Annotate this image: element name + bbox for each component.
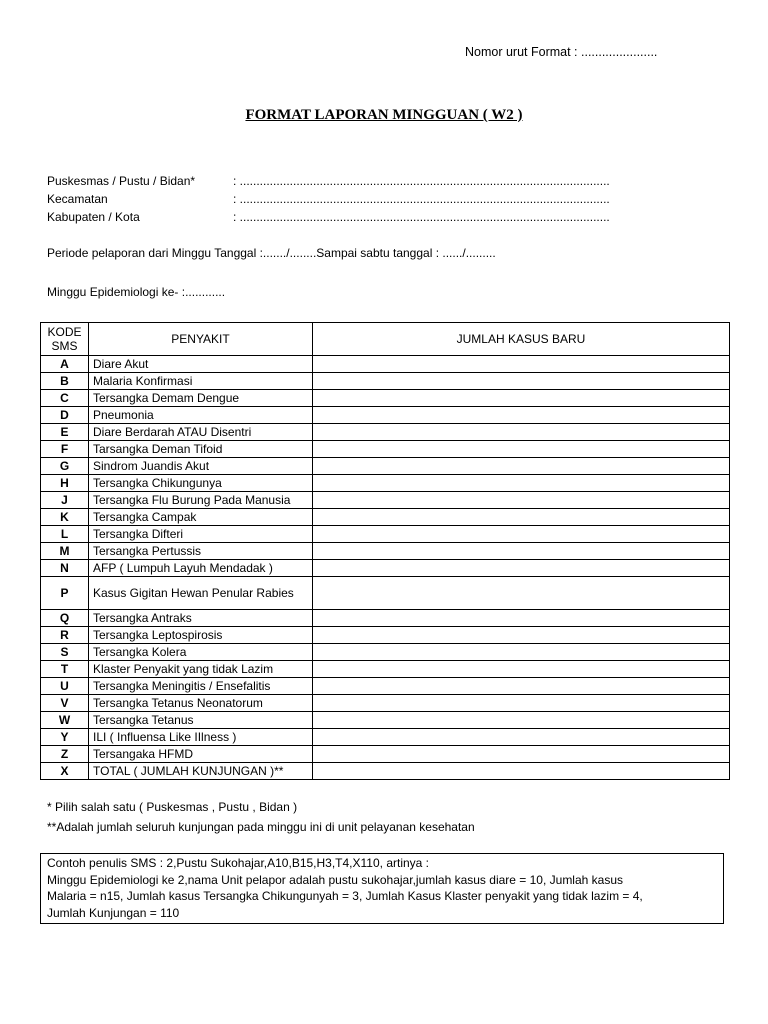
cell-jumlah-kasus-input[interactable] bbox=[313, 577, 730, 610]
cell-jumlah-kasus-input[interactable] bbox=[313, 661, 730, 678]
table-row bbox=[41, 492, 730, 509]
cell-kode-sms: U bbox=[41, 678, 89, 695]
header-penyakit: PENYAKIT bbox=[89, 323, 313, 356]
table-header-row bbox=[41, 323, 730, 356]
table-row bbox=[41, 424, 730, 441]
table-row bbox=[41, 695, 730, 712]
cell-penyakit: ILI ( Influensa Like IIlness ) bbox=[89, 729, 313, 746]
cell-penyakit: Tersangka Pertussis bbox=[89, 543, 313, 560]
cell-kode-sms: E bbox=[41, 424, 89, 441]
periode-pelaporan: Periode pelaporan dari Minggu Tanggal :......./........Sampai sabtu tanggal : ....../......... bbox=[47, 246, 496, 260]
table-row bbox=[41, 356, 730, 373]
cell-jumlah-kasus-input[interactable] bbox=[313, 458, 730, 475]
table-row bbox=[41, 763, 730, 780]
cell-kode-sms: C bbox=[41, 390, 89, 407]
example-line: Jumlah Kunjungan = 110 bbox=[47, 905, 180, 920]
cell-penyakit: Tersangka Antraks bbox=[89, 610, 313, 627]
table-row bbox=[41, 712, 730, 729]
cell-penyakit: Tersangka Flu Burung Pada Manusia bbox=[89, 492, 313, 509]
cell-penyakit: Tersangka Difteri bbox=[89, 526, 313, 543]
cell-kode-sms: M bbox=[41, 543, 89, 560]
cell-penyakit: Tersangka Demam Dengue bbox=[89, 390, 313, 407]
table-row bbox=[41, 577, 730, 610]
table-row bbox=[41, 543, 730, 560]
cell-penyakit: AFP ( Lumpuh Layuh Mendadak ) bbox=[89, 560, 313, 577]
cell-penyakit: Tersangaka HFMD bbox=[89, 746, 313, 763]
cell-kode-sms: L bbox=[41, 526, 89, 543]
header-kode-sms bbox=[41, 323, 89, 356]
cell-penyakit: Pneumonia bbox=[89, 407, 313, 424]
cell-jumlah-kasus-input[interactable] bbox=[313, 373, 730, 390]
table-row bbox=[41, 729, 730, 746]
cell-penyakit: Klaster Penyakit yang tidak Lazim bbox=[89, 661, 313, 678]
sms-example-box bbox=[40, 853, 724, 924]
cell-penyakit: Sindrom Juandis Akut bbox=[89, 458, 313, 475]
cell-jumlah-kasus-input[interactable] bbox=[313, 509, 730, 526]
field-value[interactable]: : ............................................................................................................... bbox=[233, 210, 610, 224]
cell-jumlah-kasus-input[interactable] bbox=[313, 695, 730, 712]
cell-jumlah-kasus-input[interactable] bbox=[313, 441, 730, 458]
cell-jumlah-kasus-input[interactable] bbox=[313, 678, 730, 695]
cell-jumlah-kasus-input[interactable] bbox=[313, 712, 730, 729]
cell-jumlah-kasus-input[interactable] bbox=[313, 492, 730, 509]
cell-jumlah-kasus-input[interactable] bbox=[313, 627, 730, 644]
cell-kode-sms: G bbox=[41, 458, 89, 475]
cell-penyakit: Tersangka Campak bbox=[89, 509, 313, 526]
table-row bbox=[41, 644, 730, 661]
field-value[interactable]: : ............................................................................................................... bbox=[233, 174, 610, 188]
cell-kode-sms: J bbox=[41, 492, 89, 509]
cell-kode-sms: Z bbox=[41, 746, 89, 763]
footnote-jumlah: **Adalah jumlah seluruh kunjungan pada minggu ini di unit pelayanan kesehatan bbox=[47, 820, 475, 834]
cell-kode-sms: Y bbox=[41, 729, 89, 746]
cell-jumlah-kasus-input[interactable] bbox=[313, 526, 730, 543]
field-value[interactable]: : ............................................................................................................... bbox=[233, 192, 610, 206]
cell-kode-sms: T bbox=[41, 661, 89, 678]
table-row bbox=[41, 441, 730, 458]
cell-jumlah-kasus-input[interactable] bbox=[313, 746, 730, 763]
header-kode-line2: SMS bbox=[51, 339, 78, 353]
cell-kode-sms: A bbox=[41, 356, 89, 373]
footnote-pilih: * Pilih salah satu ( Puskesmas , Pustu , Bidan ) bbox=[47, 800, 298, 814]
cell-kode-sms: P bbox=[41, 577, 89, 610]
table-row bbox=[41, 678, 730, 695]
cell-kode-sms: D bbox=[41, 407, 89, 424]
cell-penyakit: Diare Akut bbox=[89, 356, 313, 373]
table-row bbox=[41, 610, 730, 627]
cell-penyakit: Malaria Konfirmasi bbox=[89, 373, 313, 390]
cell-penyakit: Tersangka Kolera bbox=[89, 644, 313, 661]
minggu-epidemiologi: Minggu Epidemiologi ke- :............ bbox=[47, 285, 226, 299]
cell-penyakit: Kasus Gigitan Hewan Penular Rabies bbox=[89, 577, 313, 610]
table-row bbox=[41, 458, 730, 475]
cell-kode-sms: B bbox=[41, 373, 89, 390]
cell-penyakit: TOTAL ( JUMLAH KUNJUNGAN )** bbox=[89, 763, 313, 780]
header-kode-line1: KODE bbox=[47, 325, 82, 339]
table-row bbox=[41, 627, 730, 644]
table-row bbox=[41, 526, 730, 543]
cell-kode-sms: W bbox=[41, 712, 89, 729]
cell-penyakit: Diare Berdarah ATAU Disentri bbox=[89, 424, 313, 441]
cell-penyakit: Tarsangka Deman Tifoid bbox=[89, 441, 313, 458]
table-row bbox=[41, 746, 730, 763]
table-row bbox=[41, 475, 730, 492]
example-line: Malaria = n15, Jumlah kasus Tersangka Chikungunyah = 3, Jumlah Kasus Klaster penyakit yang tidak lazim = 4, bbox=[47, 889, 643, 903]
cell-jumlah-kasus-input[interactable] bbox=[313, 390, 730, 407]
field-label: Kabupaten / Kota bbox=[47, 210, 140, 224]
cell-penyakit: Tersangka Meningitis / Ensefalitis bbox=[89, 678, 313, 695]
cell-kode-sms: V bbox=[41, 695, 89, 712]
example-line: Minggu Epidemiologi ke 2,nama Unit pelapor adalah pustu sukohajar,jumlah kasus diare = 10, Jumlah kasus bbox=[47, 872, 624, 887]
cell-jumlah-kasus-input[interactable] bbox=[313, 475, 730, 492]
cell-penyakit: Tersangka Tetanus bbox=[89, 712, 313, 729]
cell-kode-sms: Q bbox=[41, 610, 89, 627]
table-row bbox=[41, 560, 730, 577]
table-row bbox=[41, 661, 730, 678]
cell-kode-sms: S bbox=[41, 644, 89, 661]
cell-jumlah-kasus-input[interactable] bbox=[313, 763, 730, 780]
cell-kode-sms: R bbox=[41, 627, 89, 644]
table-row bbox=[41, 373, 730, 390]
cell-jumlah-kasus-input[interactable] bbox=[313, 543, 730, 560]
cell-jumlah-kasus-input[interactable] bbox=[313, 407, 730, 424]
cell-penyakit: Tersangka Leptospirosis bbox=[89, 627, 313, 644]
cell-penyakit: Tersangka Chikungunya bbox=[89, 475, 313, 492]
example-line: Contoh penulis SMS : 2,Pustu Sukohajar,A10,B15,H3,T4,X110, artinya : bbox=[47, 856, 430, 870]
disease-report-table bbox=[40, 322, 730, 780]
cell-kode-sms: H bbox=[41, 475, 89, 492]
cell-jumlah-kasus-input[interactable] bbox=[313, 560, 730, 577]
cell-penyakit: Tersangka Tetanus Neonatorum bbox=[89, 695, 313, 712]
page-title: FORMAT LAPORAN MINGGUAN ( W2 ) bbox=[245, 107, 523, 123]
cell-jumlah-kasus-input[interactable] bbox=[313, 610, 730, 627]
table-row bbox=[41, 390, 730, 407]
cell-jumlah-kasus-input[interactable] bbox=[313, 424, 730, 441]
cell-jumlah-kasus-input[interactable] bbox=[313, 644, 730, 661]
table-row bbox=[41, 509, 730, 526]
table-row bbox=[41, 407, 730, 424]
nomor-urut-format: Nomor urut Format : ...................... bbox=[465, 45, 658, 59]
field-label: Kecamatan bbox=[47, 192, 108, 206]
cell-kode-sms: K bbox=[41, 509, 89, 526]
field-label: Puskesmas / Pustu / Bidan* bbox=[47, 174, 196, 188]
cell-jumlah-kasus-input[interactable] bbox=[313, 729, 730, 746]
cell-jumlah-kasus-input[interactable] bbox=[313, 356, 730, 373]
cell-kode-sms: N bbox=[41, 560, 89, 577]
header-jumlah-kasus: JUMLAH KASUS BARU bbox=[313, 323, 730, 356]
footnotes bbox=[47, 797, 475, 837]
cell-kode-sms: F bbox=[41, 441, 89, 458]
cell-kode-sms: X bbox=[41, 763, 89, 780]
